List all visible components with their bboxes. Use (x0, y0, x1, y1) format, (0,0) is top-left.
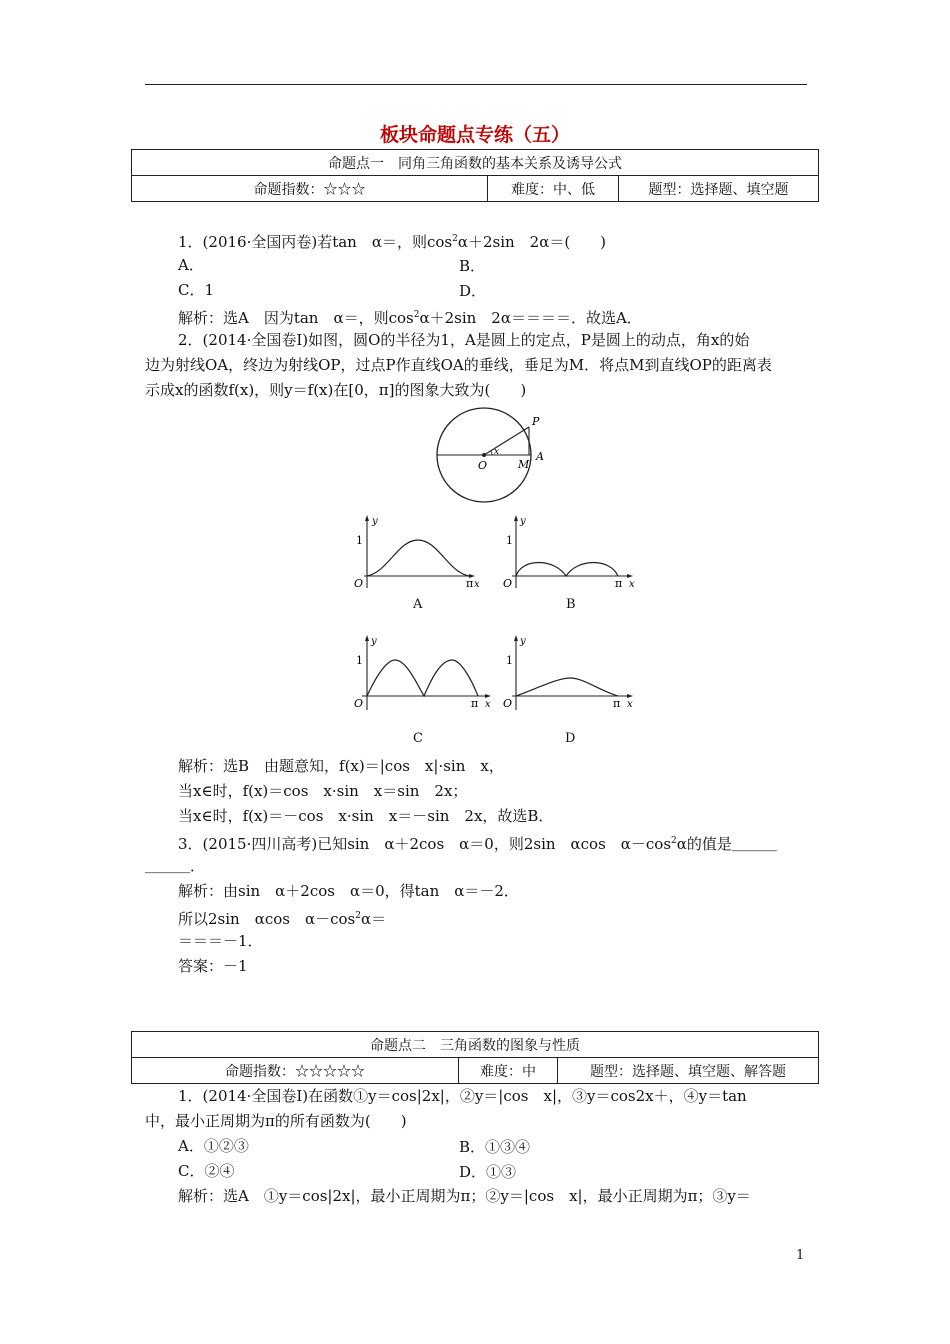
q2-stem-line2: 边为射线OA，终边为射线OP，过点P作直线OA的垂线，垂足为M．将点M到直线OP的距离表 (145, 356, 772, 374)
q2-stem-line1: 2．(2014·全国卷Ⅰ)如图，圆O的半径为1，A是圆上的定点，P是圆上的动点，角x的始 (178, 331, 750, 349)
p1-option-a: A．①②③ (178, 1137, 249, 1155)
label-one: 1 (506, 534, 513, 547)
label-pi: π (466, 577, 474, 590)
p1-option-b: B．①③④ (459, 1138, 531, 1156)
label-pi: π (615, 577, 623, 590)
q2-solution-line2: 当x∈时，f(x)＝cos x·sin x＝sin 2x； (178, 782, 468, 800)
q1-stem: 1．(2016·全国丙卷)若tan α＝，则$\cos^2\alpha+2\sin$ 2α＝( ) (178, 233, 607, 251)
label-y: y (520, 636, 526, 647)
label-y: y (371, 636, 377, 647)
label-y: y (372, 516, 378, 527)
section1-index: 命题指数：☆☆☆ (132, 176, 488, 202)
q2-solution-line3: 当x∈时，f(x)＝－cos x·sin x＝－sin 2x，故选B． (178, 807, 554, 825)
q1-option-b: B． (459, 257, 486, 275)
label-x: x (629, 579, 635, 590)
label-angle-x: x (494, 447, 500, 457)
label-y: y (520, 516, 526, 527)
p1-stem-line1: 1．(2014·全国卷Ⅰ)在函数①y＝cos|2x|，②y＝|cos x|，③y＝cos2x＋，④y＝tan (178, 1087, 747, 1105)
label-origin: O (354, 577, 364, 590)
section2-header: 命题点二 三角函数的图象与性质 (132, 1032, 819, 1058)
y-axis-arrow (365, 515, 369, 521)
graph-c (348, 632, 500, 712)
x-axis-arrow (627, 694, 633, 698)
x-axis-arrow (627, 574, 633, 578)
q1-option-c: C．1 (178, 281, 215, 299)
curve-d (516, 678, 618, 696)
p1-option-c: C．②④ (178, 1162, 235, 1180)
q3-stem: 3．(2015·四川高考)已知sin α＋2cos α＝0，则2sin αcos $\alpha-\cos^2\alpha$的值是＿＿＿ (178, 835, 777, 853)
center-point (482, 453, 486, 457)
q2-solution-line1: 解析：选B 由题意知，f(x)＝|cos x|·sin x， (178, 757, 504, 775)
q3-solution-line2: 所以2sin αcos $\alpha-\cos^2\alpha=$ (178, 910, 387, 928)
section1-difficulty: 难度：中、低 (488, 176, 619, 202)
graph-a (348, 512, 480, 592)
header-rule (145, 84, 807, 85)
label-o: O (478, 459, 488, 472)
label-x: x (627, 699, 633, 710)
section1-info-table (131, 149, 819, 202)
graph-b (498, 512, 640, 592)
label-one: 1 (506, 654, 513, 667)
label-x: x (474, 579, 480, 590)
label-a: A (536, 450, 544, 463)
graph-d (498, 632, 640, 712)
curve-a (367, 540, 469, 576)
p1-solution: 解析：选A ①y＝cos|2x|，最小正周期为π；②y＝|cos x|，最小正周期为π；③y＝ (178, 1187, 751, 1205)
label-one: 1 (356, 534, 363, 547)
ray-op (484, 427, 529, 455)
page-title: 板块命题点专练（五） (379, 124, 570, 146)
q1-solution: 解析：选A 因为tan α＝，则$\cos^2\alpha+2\sin$ 2α＝＝＝＝．故选A． (178, 309, 642, 327)
label-origin: O (503, 697, 513, 710)
q2-stem-line3: 示成x的函数f(x)，则y＝f(x)在[0，π]的图象大致为( ) (145, 381, 527, 399)
section2-difficulty: 难度：中 (459, 1058, 558, 1084)
graph-b-caption: B (566, 597, 576, 612)
q3-solution-line3: ＝＝＝－1． (178, 932, 263, 950)
unit-circle-figure (425, 405, 560, 505)
graph-d-caption: D (565, 731, 576, 746)
y-axis-arrow (514, 635, 518, 641)
y-axis-arrow (365, 635, 369, 641)
angle-arc (491, 451, 492, 455)
label-x: x (485, 699, 491, 710)
q3-answer: 答案：－1 (178, 957, 248, 975)
section1-header: 命题点一 同角三角函数的基本关系及诱导公式 (132, 150, 819, 176)
q3-blank-end: ＿＿＿． (145, 857, 206, 875)
section2-info-table (131, 1031, 819, 1084)
q1-option-d: D． (459, 282, 487, 300)
p1-option-d: D．①③ (459, 1163, 517, 1181)
section2-types: 题型：选择题、填空题、解答题 (558, 1058, 819, 1084)
label-p: P (532, 415, 540, 428)
label-one: 1 (356, 654, 363, 667)
graph-a-caption: A (413, 597, 423, 612)
section2-index: 命题指数：☆☆☆☆☆ (132, 1058, 459, 1084)
curve-b (516, 563, 618, 577)
x-axis-arrow (485, 694, 491, 698)
label-m: M (518, 458, 530, 471)
label-origin: O (354, 697, 364, 710)
q1-option-a: A． (178, 256, 204, 274)
label-origin: O (503, 577, 513, 590)
y-axis-arrow (514, 515, 518, 521)
page-number: 1 (796, 1248, 805, 1263)
curve-c (367, 660, 478, 696)
graph-c-caption: C (413, 731, 423, 746)
label-pi: π (471, 697, 479, 710)
q3-solution-line1: 解析：由sin α＋2cos α＝0，得tan α＝－2． (178, 882, 519, 900)
section1-types: 题型：选择题、填空题 (619, 176, 819, 202)
p1-stem-line2: 中，最小正周期为π的所有函数为( ) (145, 1112, 407, 1130)
label-pi: π (613, 697, 621, 710)
